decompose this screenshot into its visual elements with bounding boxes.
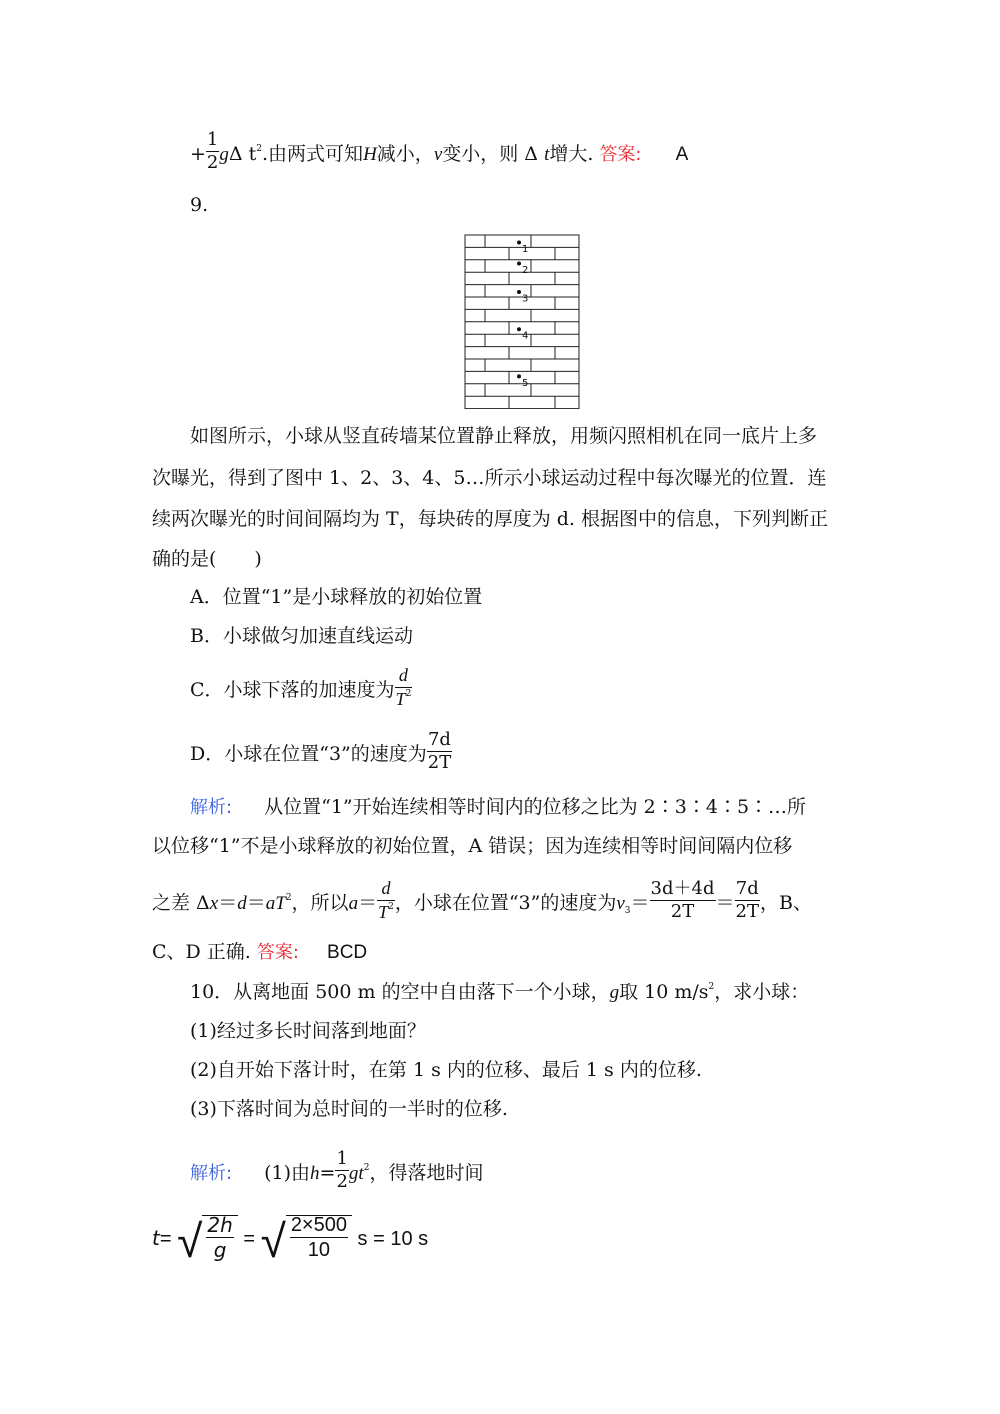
q9-stem-line-2: 次曝光，得到了图中 1、2、3、4、5…所示小球运动过程中每次曝光的位置．连	[152, 467, 827, 489]
q9-solution-line-2: 以位移“1”不是小球释放的初始位置，A 错误；因为连续相等时间间隔内位移	[152, 835, 793, 857]
ball-position-label: 1	[522, 243, 529, 255]
ball-position-label: 3	[522, 293, 529, 305]
solution-label-q10: 解析:	[190, 1162, 233, 1184]
option-b: B．小球做匀加速直线运动	[190, 625, 413, 647]
ball-position-dot	[517, 290, 521, 294]
option-d: D．小球在位置“3”的速度为 $\frac{7d}{2T}$	[190, 729, 452, 773]
ball-position-dot	[517, 240, 521, 244]
option-c: C．小球下落的加速度为 $\frac{d}{T^2}$	[190, 665, 412, 709]
sqrt-2h-over-g: √ $\frac{2h}{g}$	[177, 1215, 238, 1264]
answer-label-q9: 答案:	[256, 942, 299, 963]
question-9-number: 9.	[190, 194, 209, 216]
q9-stem-line-3: 续两次曝光的时间间隔均为 T，每块砖的厚度为 d. 根据图中的信息，下列判断正	[152, 508, 828, 530]
q9-stem-line-4: 确的是( )	[152, 548, 262, 570]
fraction-half: $\frac{1}{2}$	[206, 129, 219, 173]
q10-item-3: (3)下落时间为总时间的一半时的位移.	[190, 1098, 508, 1120]
answer-label: 答案:	[599, 143, 642, 165]
q9-stem-line-1: 如图所示，小球从竖直砖墙某位置静止释放，用频闪照相机在同一底片上多	[190, 425, 818, 447]
ball-position-dot	[517, 327, 521, 331]
ball-position-label: 4	[522, 330, 529, 342]
ball-position-dot	[517, 262, 521, 266]
brick-wall-figure	[463, 233, 583, 409]
answer-value: A	[675, 143, 689, 165]
q9-solution-line-3: 之差 $\Delta x=d=aT^2$，所以a＝ $\frac{d}{T^2}$ ，小球在位置“3”的速度为$v_3=$ $\frac{3d+4d}{2T}$ ＝ $\frac{7d}{2T}$ ，B、	[152, 878, 812, 922]
q10-item-1: (1)经过多长时间落到地面？	[190, 1020, 426, 1042]
solution-fraction-2: $\frac{3d+4d}{2T}$	[650, 878, 715, 922]
q9-solution-line-4: C、D 正确. 答案: BCD	[152, 941, 368, 963]
solution-label: 解析:	[190, 797, 233, 818]
q10-solution-line-1: 解析: (1)由h= $\frac{1}{2}$ $gt^2$，得落地时间	[190, 1148, 484, 1192]
sqrt-numeric: √ $\frac{2\times 500}{10}$	[261, 1215, 352, 1264]
answer-value-q9: BCD	[327, 942, 368, 963]
q9-solution-line-1: 解析: 从位置“1”开始连续相等时间内的位移之比为 2∶3∶4∶5∶…所	[190, 796, 807, 818]
option-d-fraction: $\frac{7d}{2T}$	[427, 729, 452, 773]
q10-item-2: (2)自开始下落计时，在第 1 s 内的位移、最后 1 s 内的位移.	[190, 1059, 702, 1081]
fall-time-formula: t= √ $\frac{2h}{g}$ = √ $\frac{2\times 500}{10}$ s = 10 s	[152, 1213, 429, 1267]
q10-stem: 10．从离地面 500 m 的空中自由落下一个小球，g取 10 $m/s^2$，求小球：	[190, 981, 810, 1003]
solution-fraction-1: $\frac{d}{T^2}$	[378, 878, 394, 922]
option-c-fraction: $\frac{d}{T^2}$	[395, 665, 412, 709]
solution-fraction-3: $\frac{7d}{2T}$	[735, 878, 759, 922]
ball-position-label: 2	[522, 265, 529, 277]
fraction-half-q10: $\frac{1}{2}$	[336, 1148, 348, 1192]
option-a: A．位置“1”是小球释放的初始位置	[190, 586, 483, 608]
prev-solution-line: + $\frac{1}{2}$ gΔ $t^2$.由两式可知H减小，v变小，则 Δ t增大. 答案: A	[190, 129, 689, 173]
ball-position-dot	[517, 374, 521, 378]
ball-position-label: 5	[522, 377, 529, 389]
